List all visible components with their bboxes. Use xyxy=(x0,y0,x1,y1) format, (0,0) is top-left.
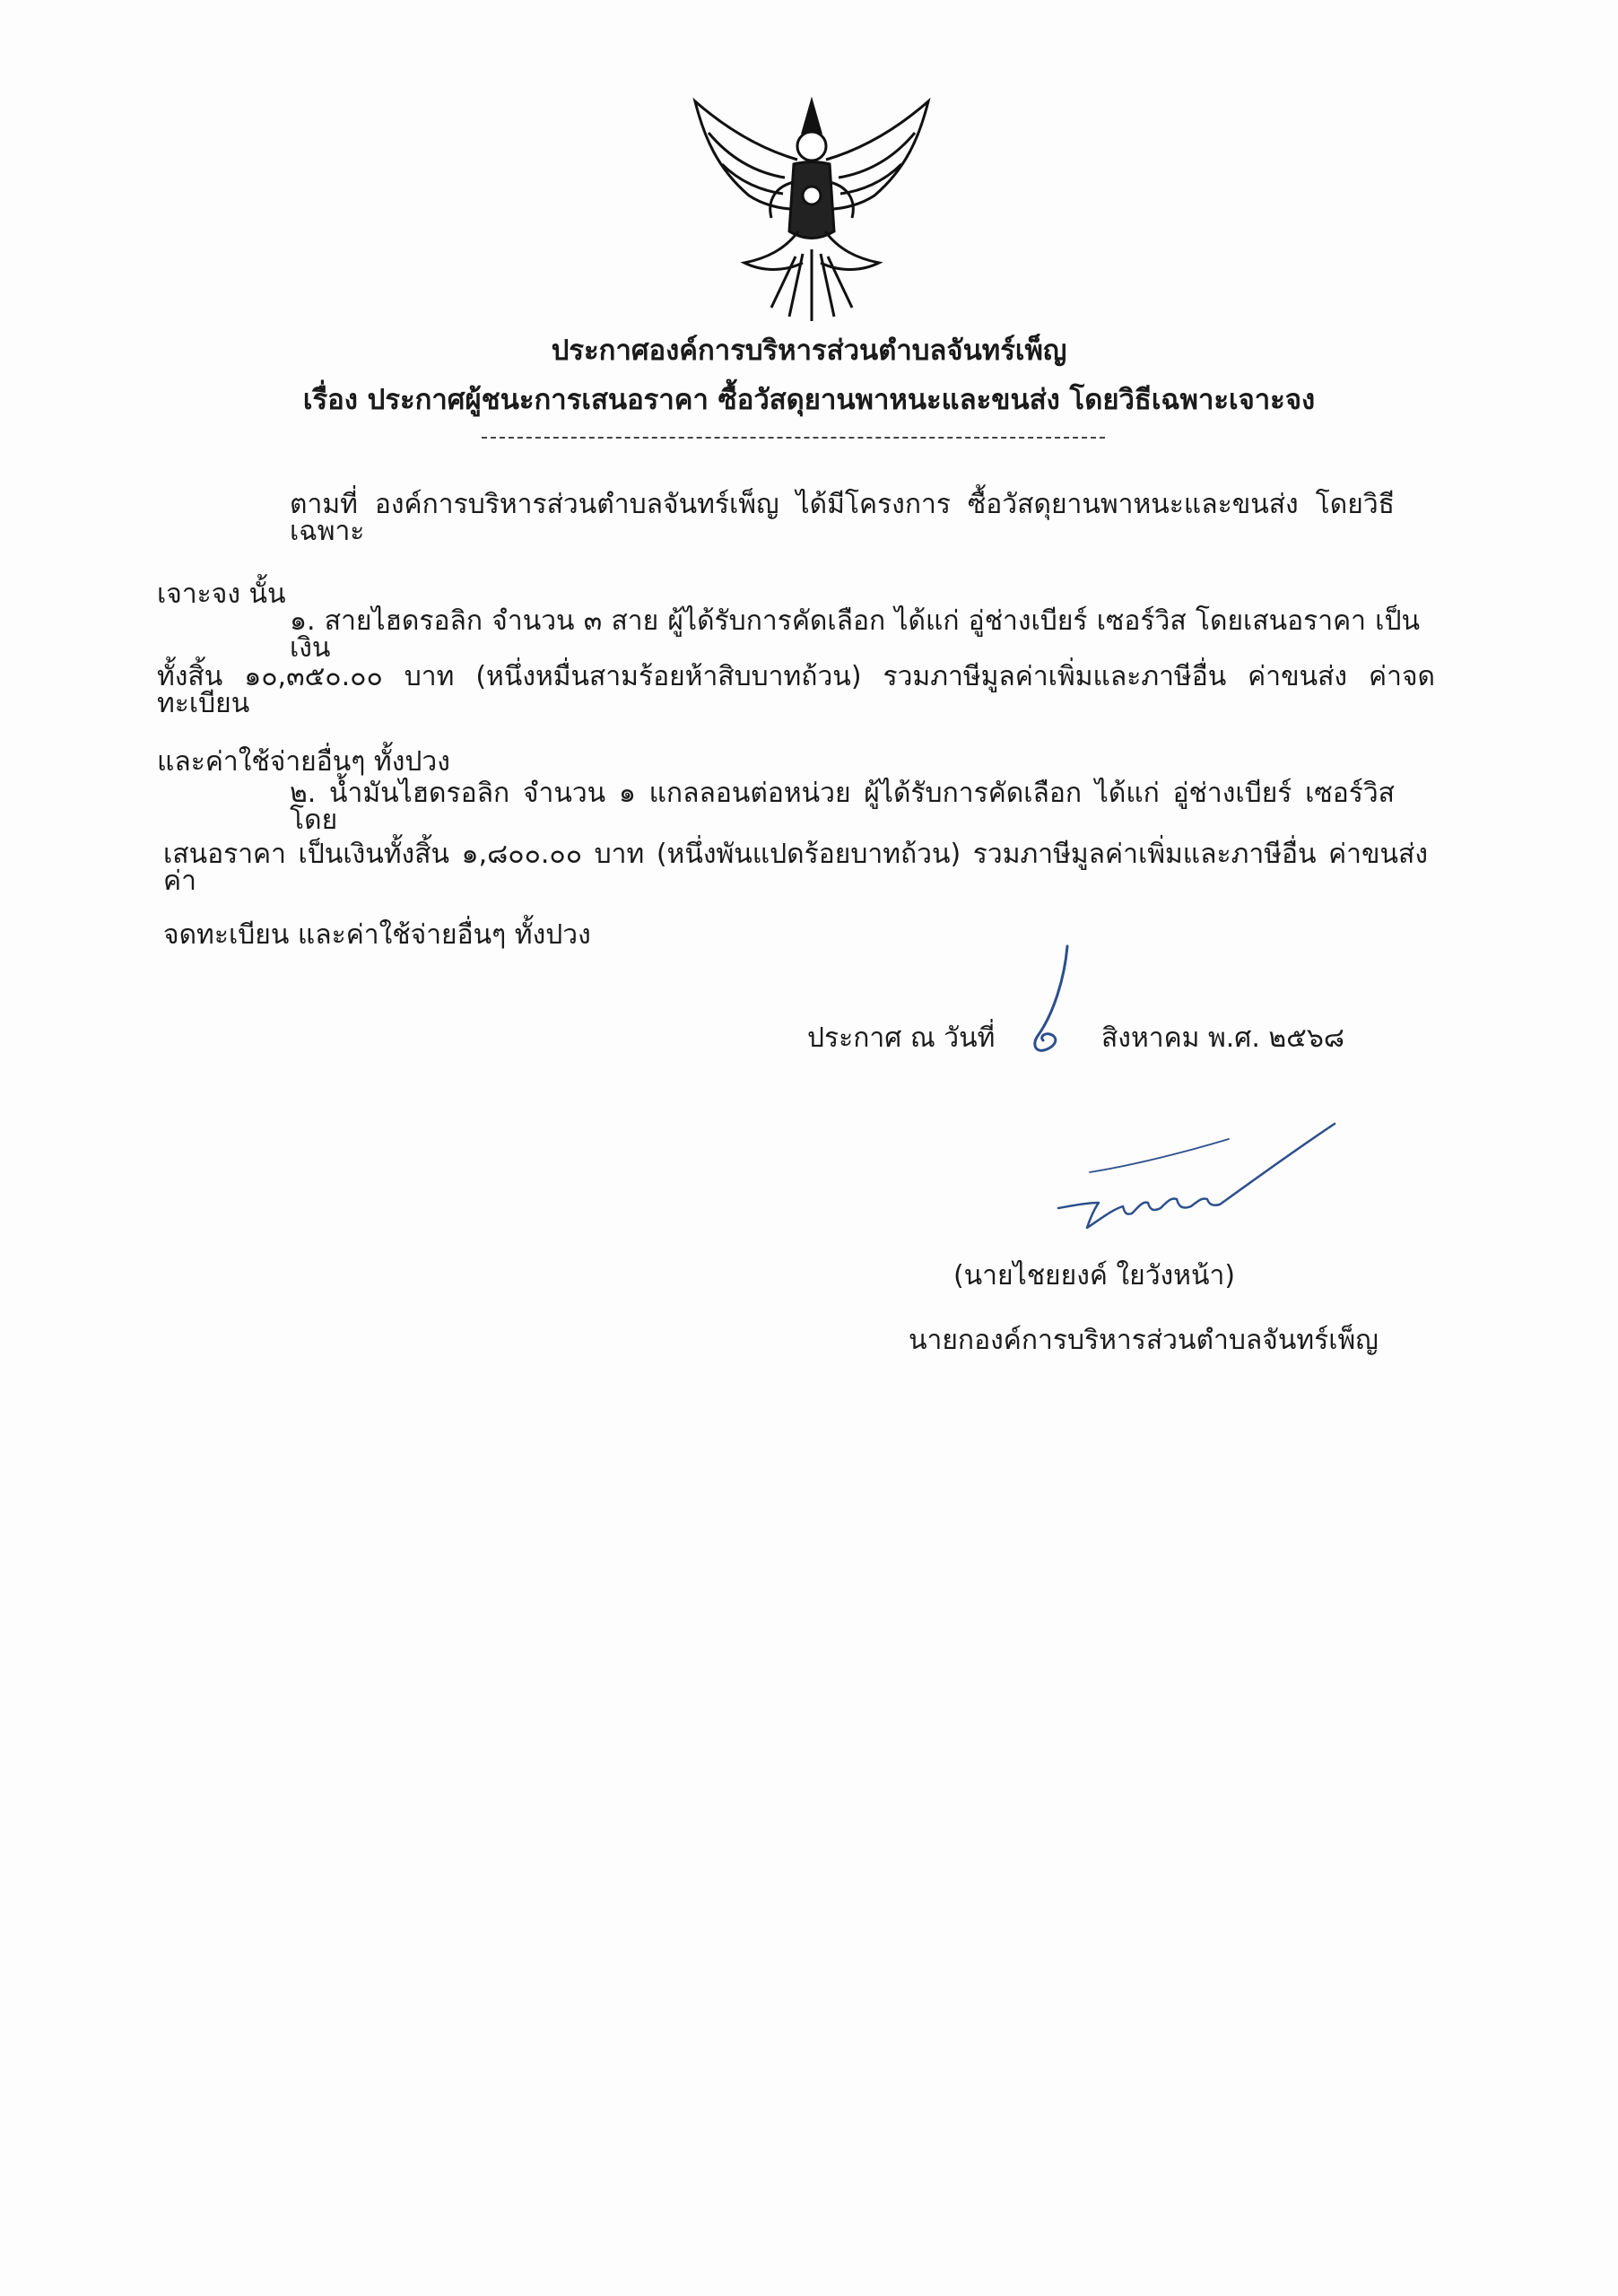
announcement-title: ประกาศองค์การบริหารส่วนตำบลจันทร์เพ็ญ xyxy=(551,335,1067,367)
item-2-line-3: จดทะเบียน และค่าใช้จ่ายอื่นๆ ทั้งปวง xyxy=(163,919,591,951)
item-2-line-2: เสนอราคา เป็นเงินทั้งสิ้น ๑,๘๐๐.๐๐ บาท (หนึ่งพันแปดร้อยบาทถ้วน) รวมภาษีมูลค่าเพิ่มและภาษีอื่น ค่าขนส่ง ค่า xyxy=(163,839,1428,897)
intro-line-1: ตามที่ องค์การบริหารส่วนตำบลจันทร์เพ็ญ ได้มีโครงการ ซื้อวัสดุยานพาหนะและขนส่ง โดยวิธีเฉพาะ xyxy=(290,489,1395,547)
item-1-line-3: และค่าใช้จ่ายอื่นๆ ทั้งปวง xyxy=(157,746,450,778)
item-1-line-1: ๑. สายไฮดรอลิก จำนวน ๓ สาย ผู้ได้รับการคัดเลือก ได้แก่ อู่ช่างเบียร์ เซอร์วิส โดยเสนอราคา เป็นเงิน xyxy=(290,605,1420,664)
handwritten-signature xyxy=(1049,1117,1345,1233)
handwritten-day-number xyxy=(1018,942,1081,1058)
dashed-divider xyxy=(482,437,1105,439)
intro-line-2: เจาะจง นั้น xyxy=(157,578,286,610)
item-2-line-1: ๒. น้ำมันไฮดรอลิก จำนวน ๑ แกลลอนต่อหน่วย ผู้ได้รับการคัดเลือก ได้แก่ อู่ช่างเบียร์ เซอร์วิส โดย xyxy=(290,778,1395,836)
garuda-emblem-icon xyxy=(677,97,946,326)
date-prefix: ประกาศ ณ วันที่ xyxy=(807,1022,996,1054)
announcement-subject: เรื่อง ประกาศผู้ชนะการเสนอราคา ซื้อวัสดุยานพาหนะและขนส่ง โดยวิธีเฉพาะเจาะจง xyxy=(302,384,1316,416)
signatory-position: นายกองค์การบริหารส่วนตำบลจันทร์เพ็ญ xyxy=(909,1325,1379,1356)
signatory-name: (นายไชยยงค์ ใยวังหน้า) xyxy=(953,1260,1236,1292)
date-suffix: สิงหาคม พ.ศ. ๒๕๖๘ xyxy=(1101,1022,1345,1054)
item-1-line-2: ทั้งสิ้น ๑๐,๓๕๐.๐๐ บาท (หนึ่งหมื่นสามร้อยห้าสิบบาทถ้วน) รวมภาษีมูลค่าเพิ่มและภาษีอื่น ค่าขนส่ง ค่าจดทะเบียน xyxy=(157,661,1435,719)
